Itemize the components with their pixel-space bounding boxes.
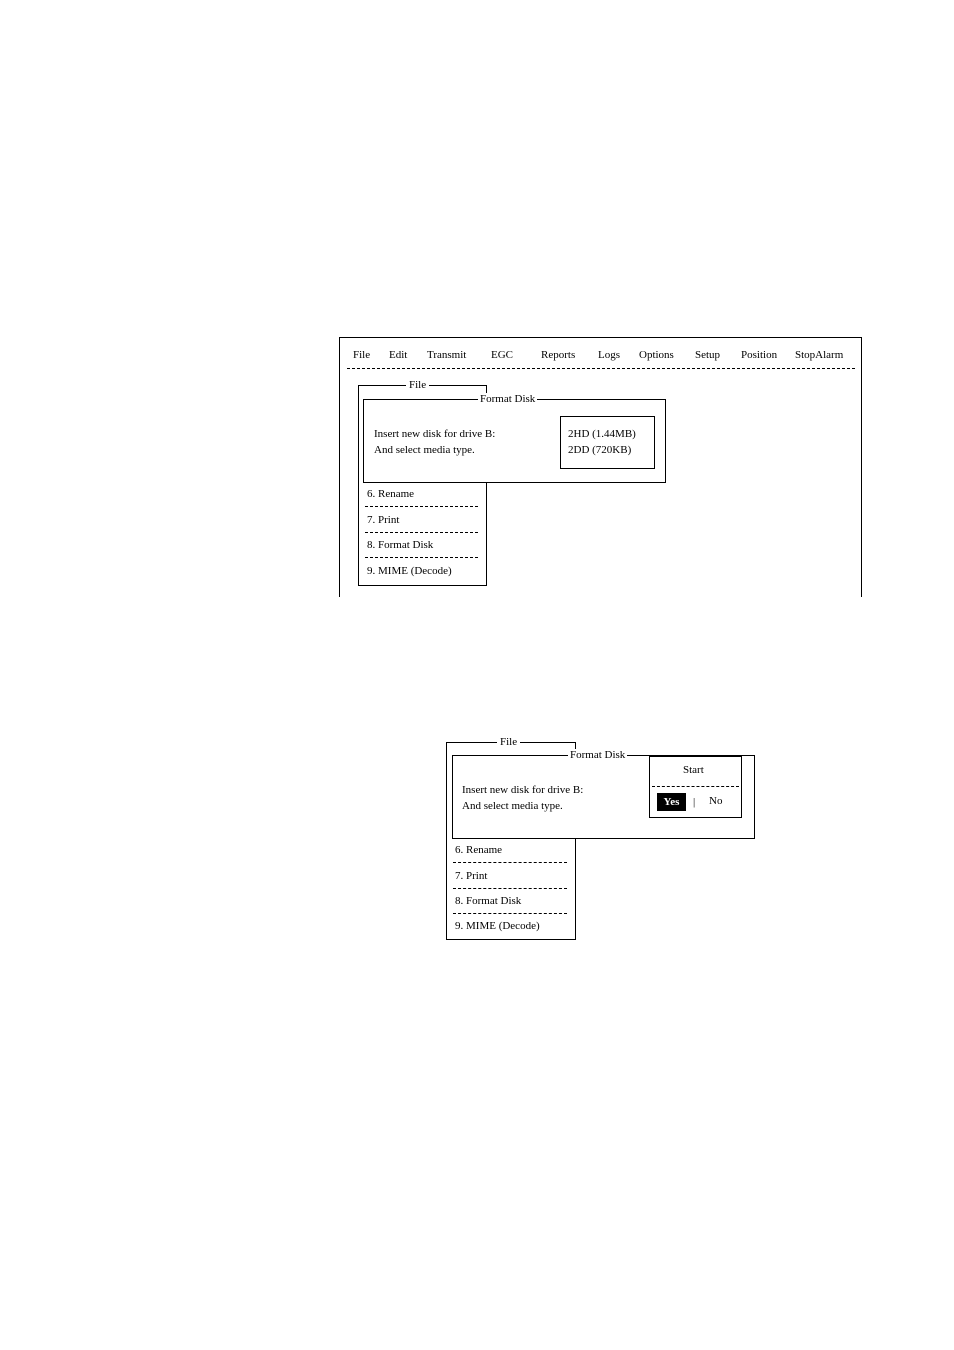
media-type-list: [560, 416, 655, 469]
insert-disk-instruction: Insert new disk for drive B:: [462, 784, 584, 796]
file-menu-item-format-disk[interactable]: 8. Format Disk: [367, 539, 434, 551]
menu-separator: [365, 532, 478, 533]
file-menu-item-rename[interactable]: 6. Rename: [455, 844, 503, 856]
menu-setup[interactable]: Setup: [695, 349, 721, 361]
button-separator: |: [693, 796, 696, 808]
menu-bar: [340, 338, 861, 360]
menu-position[interactable]: Position: [741, 349, 778, 361]
format-disk-dialog: [363, 393, 666, 483]
menu-transmit[interactable]: Transmit: [427, 349, 467, 361]
select-media-instruction: And select media type.: [374, 444, 475, 456]
file-menu-item-rename[interactable]: 6. Rename: [367, 488, 415, 500]
file-menu-item-print[interactable]: 7. Print: [367, 514, 400, 526]
format-disk-dialog-title: Format Disk: [480, 393, 536, 405]
insert-disk-instruction: Insert new disk for drive B:: [374, 428, 496, 440]
yes-button[interactable]: Yes: [657, 793, 686, 811]
start-dialog-divider: [652, 786, 739, 787]
file-menu-title: File: [497, 736, 520, 748]
file-menu-item-mime-decode[interactable]: 9. MIME (Decode): [367, 565, 452, 577]
no-button[interactable]: No: [709, 795, 723, 807]
menu-stopalarm[interactable]: StopAlarm: [795, 349, 844, 361]
menu-edit[interactable]: Edit: [389, 349, 408, 361]
menu-options[interactable]: Options: [639, 349, 674, 361]
menu-reports[interactable]: Reports: [541, 349, 576, 361]
screen-format-start: [446, 736, 756, 941]
menu-egc[interactable]: EGC: [491, 349, 513, 361]
select-media-instruction: And select media type.: [462, 800, 563, 812]
screen-format-select: [339, 337, 862, 597]
menu-separator: [365, 506, 478, 507]
file-menu-item-format-disk[interactable]: 8. Format Disk: [455, 895, 522, 907]
menu-separator: [453, 862, 567, 863]
file-menu-title: File: [406, 379, 429, 391]
menu-separator: [453, 913, 567, 914]
file-menu-item-print[interactable]: 7. Print: [455, 870, 488, 882]
menu-file[interactable]: File: [353, 349, 371, 361]
media-option-2dd[interactable]: 2DD (720KB): [568, 444, 632, 456]
menu-separator: [365, 557, 478, 558]
start-dialog-title: Start: [683, 764, 704, 776]
media-option-2hd[interactable]: 2HD (1.44MB): [568, 428, 636, 440]
format-disk-dialog-title: Format Disk: [570, 749, 626, 761]
menu-logs[interactable]: Logs: [598, 349, 620, 361]
menu-divider: [347, 368, 855, 369]
start-dialog: [649, 756, 742, 818]
menu-separator: [453, 888, 567, 889]
file-menu-item-mime-decode[interactable]: 9. MIME (Decode): [455, 920, 540, 932]
